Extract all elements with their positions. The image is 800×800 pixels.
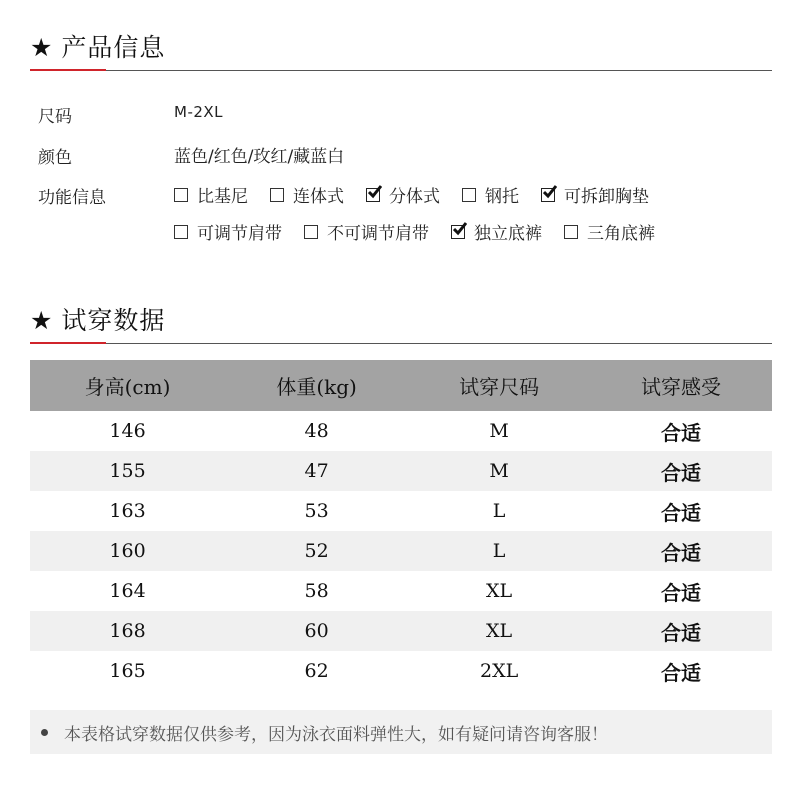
feature-option-label: 不可调节肩带 <box>327 224 429 244</box>
checkbox-empty-icon <box>174 225 188 239</box>
cell-height: 146 <box>109 420 146 442</box>
cell-height: 163 <box>109 500 146 522</box>
cell-weight: 60 <box>225 611 408 651</box>
feature-option-label: 三角底裤 <box>587 224 655 244</box>
cell-height: 155 <box>30 451 225 491</box>
table-row <box>30 611 772 651</box>
cell-size: L <box>492 500 506 522</box>
product-info-title-text: 产品信息 <box>61 33 166 62</box>
feature-option-label: 独立底裤 <box>474 224 542 244</box>
cell-feel: 合适 <box>661 580 702 605</box>
table-header-row <box>30 360 772 411</box>
cell-weight: 52 <box>225 531 408 571</box>
cell-feel: 合适 <box>661 420 702 445</box>
star-icon: ★ <box>30 33 54 62</box>
cell-feel: 合适 <box>590 451 772 491</box>
size-value: M-2XL <box>174 103 224 121</box>
cell-feel: 合适 <box>590 611 772 651</box>
cell-feel: 合适 <box>590 531 772 571</box>
feature-option <box>304 219 429 244</box>
trial-data-table <box>30 360 772 691</box>
feature-option-label: 可调节肩带 <box>197 224 282 244</box>
table-row <box>30 531 772 571</box>
checkbox-checked-icon <box>541 188 555 202</box>
table-row <box>30 571 772 611</box>
feature-option-label: 分体式 <box>389 187 440 207</box>
table-row <box>30 451 772 491</box>
star-icon: ★ <box>30 306 54 335</box>
checkbox-empty-icon <box>304 225 318 239</box>
cell-feel: 合适 <box>661 500 702 525</box>
feature-options-row-1 <box>174 182 671 207</box>
checkbox-checked-icon <box>451 225 465 239</box>
feature-option-label: 连体式 <box>293 187 344 207</box>
color-value: 蓝色/红色/玫红/藏蓝白 <box>174 147 345 167</box>
feature-option <box>174 182 248 207</box>
feature-options-row-2 <box>174 219 677 244</box>
cell-feel: 合适 <box>661 660 702 685</box>
product-info-title <box>30 28 165 64</box>
feature-option <box>270 182 344 207</box>
color-label: 颜色 <box>38 148 72 168</box>
accent-underline <box>30 69 106 71</box>
checkbox-empty-icon <box>564 225 578 239</box>
table-row <box>30 411 772 451</box>
cell-height: 165 <box>109 660 146 682</box>
checkbox-empty-icon <box>174 188 188 202</box>
cell-size: XL <box>486 580 513 602</box>
header-size: 试穿尺码 <box>408 360 590 411</box>
trial-data-title <box>30 301 165 337</box>
cell-weight: 58 <box>304 580 329 602</box>
cell-height: 164 <box>109 580 146 602</box>
feature-option <box>462 182 519 207</box>
header-feel: 试穿感受 <box>590 360 772 411</box>
cell-weight: 48 <box>304 420 329 442</box>
cell-height: 160 <box>30 531 225 571</box>
cell-size: 2XL <box>479 660 519 682</box>
feature-label: 功能信息 <box>38 188 106 208</box>
table-row <box>30 491 772 531</box>
table-row <box>30 651 772 691</box>
accent-underline <box>30 342 106 344</box>
feature-option-label: 比基尼 <box>197 187 248 207</box>
disclaimer-note <box>30 710 772 754</box>
cell-size: XL <box>408 611 590 651</box>
feature-option <box>174 219 282 244</box>
cell-size: M <box>408 451 590 491</box>
feature-option <box>541 182 649 207</box>
checkbox-empty-icon <box>270 188 284 202</box>
header-height: 身高(cm) <box>30 360 225 411</box>
disclaimer-text: 本表格试穿数据仅供参考，因为泳衣面料弹性大，如有疑问请咨询客服！ <box>64 724 608 745</box>
bullet-icon <box>41 729 48 736</box>
divider <box>30 343 772 344</box>
cell-height: 168 <box>30 611 225 651</box>
size-label: 尺码 <box>38 107 72 127</box>
cell-weight: 62 <box>304 660 329 682</box>
cell-size: M <box>489 420 509 442</box>
feature-option <box>451 219 542 244</box>
cell-weight: 53 <box>304 500 329 522</box>
trial-data-title-text: 试穿数据 <box>61 306 166 335</box>
checkbox-checked-icon <box>366 188 380 202</box>
feature-option-label: 钢托 <box>485 187 519 207</box>
feature-option <box>366 182 440 207</box>
cell-weight: 47 <box>225 451 408 491</box>
feature-option-label: 可拆卸胸垫 <box>564 187 649 207</box>
cell-size: L <box>408 531 590 571</box>
divider <box>30 70 772 71</box>
checkbox-empty-icon <box>462 188 476 202</box>
feature-option <box>564 219 655 244</box>
header-weight: 体重(kg) <box>225 360 408 411</box>
